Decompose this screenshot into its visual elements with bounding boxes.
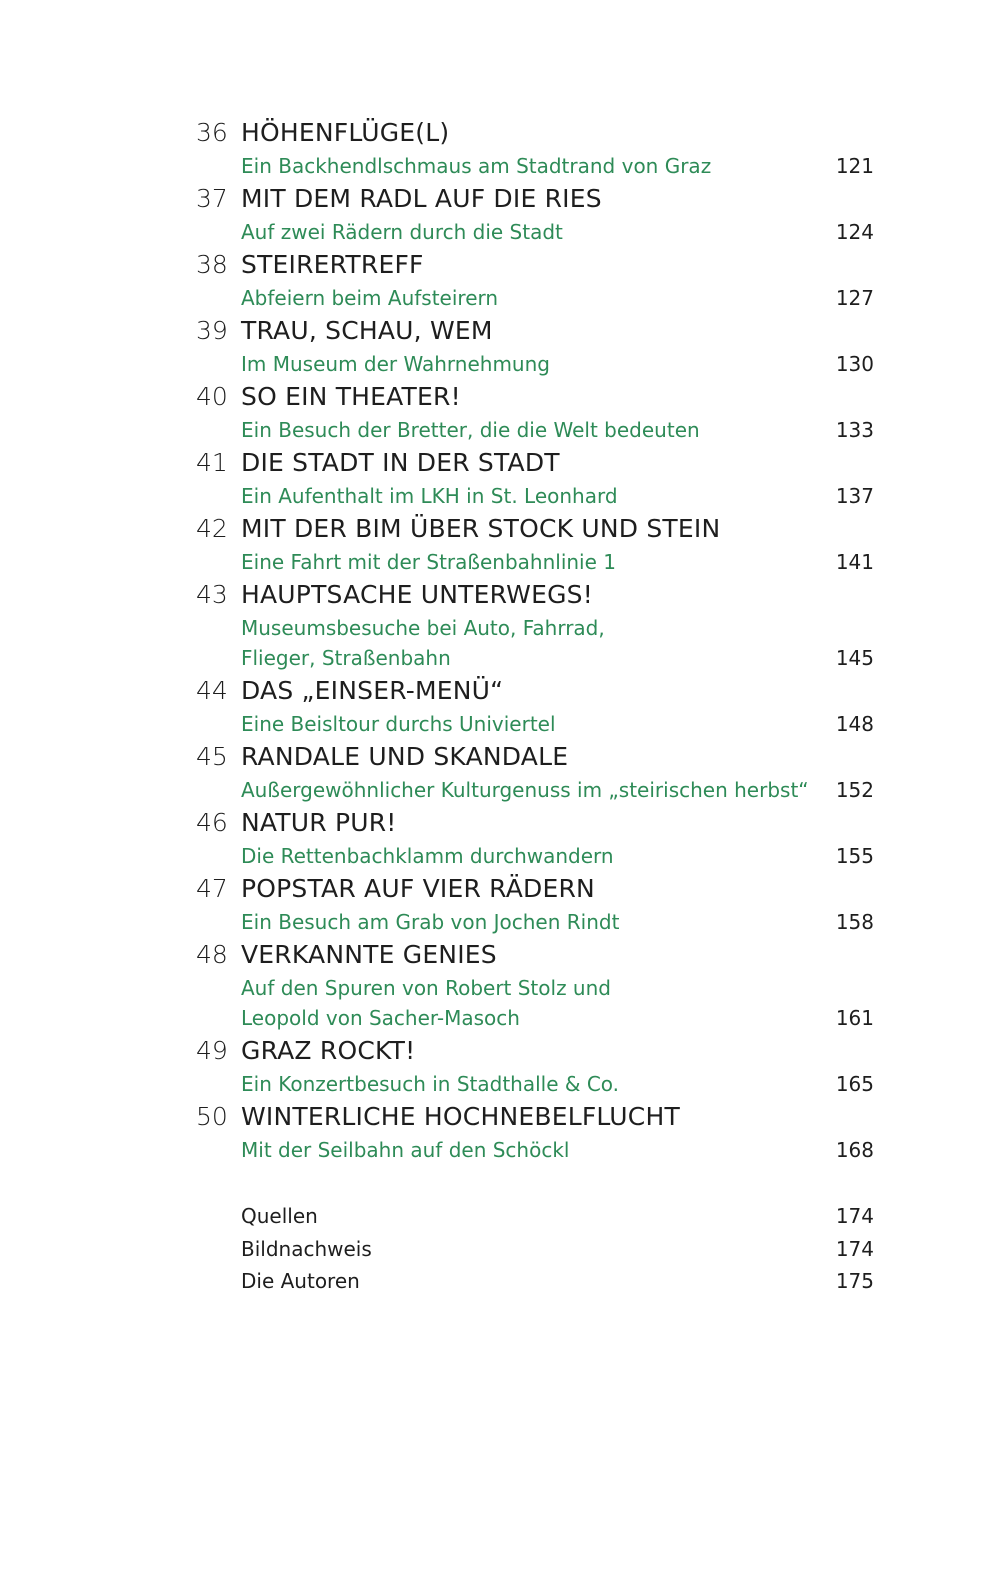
toc-entry-heading bbox=[0, 1099, 1000, 1135]
chapter-number: 43 bbox=[196, 580, 228, 609]
toc-entry-body bbox=[0, 1069, 1000, 1099]
toc-entry-heading bbox=[0, 379, 1000, 415]
toc-entry[interactable] bbox=[0, 115, 1000, 181]
chapter-subtitle bbox=[241, 349, 801, 379]
chapter-subtitle bbox=[241, 547, 801, 577]
toc-entry-body bbox=[0, 775, 1000, 805]
toc-entry-body bbox=[0, 151, 1000, 181]
page-number: 127 bbox=[835, 286, 874, 310]
chapter-title: RANDALE UND SKANDALE bbox=[241, 742, 569, 771]
chapter-subtitle bbox=[241, 907, 801, 937]
toc-entry-body bbox=[0, 613, 1000, 673]
toc-entry-heading bbox=[0, 511, 1000, 547]
chapter-title: HAUPTSACHE UNTERWEGS! bbox=[241, 580, 593, 609]
page-number: 148 bbox=[835, 712, 874, 736]
table-of-contents bbox=[0, 115, 1000, 1165]
chapter-title: MIT DEM RADL AUF DIE RIES bbox=[241, 184, 602, 213]
chapter-subtitle bbox=[241, 1135, 801, 1165]
chapter-subtitle-line: Ein Besuch der Bretter, die die Welt bedeuten bbox=[241, 418, 700, 442]
chapter-number: 36 bbox=[196, 118, 228, 147]
chapter-subtitle-line: Eine Fahrt mit der Straßenbahnlinie 1 bbox=[241, 550, 616, 574]
chapter-subtitle-line: Eine Beisltour durchs Univiertel bbox=[241, 712, 556, 736]
chapter-subtitle-line: Auf den Spuren von Robert Stolz und bbox=[241, 976, 611, 1000]
chapter-number: 39 bbox=[196, 316, 228, 345]
appendix-label: Bildnachweis bbox=[241, 1236, 372, 1261]
chapter-number: 44 bbox=[196, 676, 228, 705]
page-number: 121 bbox=[835, 154, 874, 178]
chapter-subtitle-line: Im Museum der Wahrnehmung bbox=[241, 352, 550, 376]
page-number: 137 bbox=[835, 484, 874, 508]
chapter-subtitle bbox=[241, 613, 801, 673]
chapter-subtitle bbox=[241, 841, 801, 871]
chapter-subtitle-line: Abfeiern beim Aufsteirern bbox=[241, 286, 499, 310]
toc-entry-heading bbox=[0, 247, 1000, 283]
toc-entry-body bbox=[0, 973, 1000, 1033]
chapter-number: 37 bbox=[196, 184, 228, 213]
chapter-title: SO EIN THEATER! bbox=[241, 382, 461, 411]
toc-entry-heading bbox=[0, 1033, 1000, 1069]
chapter-subtitle bbox=[241, 481, 801, 511]
toc-entry-body bbox=[0, 907, 1000, 937]
chapter-subtitle bbox=[241, 973, 801, 1033]
chapter-number: 41 bbox=[196, 448, 228, 477]
page-number: 174 bbox=[835, 1204, 874, 1228]
toc-entry-heading bbox=[0, 937, 1000, 973]
toc-entry-body bbox=[0, 415, 1000, 445]
toc-entry[interactable] bbox=[0, 937, 1000, 1033]
chapter-subtitle bbox=[241, 217, 801, 247]
toc-entry[interactable] bbox=[0, 511, 1000, 577]
toc-entry-heading bbox=[0, 871, 1000, 907]
page-number: 155 bbox=[835, 844, 874, 868]
chapter-subtitle-line: Die Rettenbachklamm durchwandern bbox=[241, 844, 614, 868]
chapter-subtitle bbox=[241, 1069, 801, 1099]
toc-entry-heading bbox=[0, 577, 1000, 613]
page-number: 161 bbox=[835, 1006, 874, 1030]
toc-entry[interactable] bbox=[0, 379, 1000, 445]
toc-entry-body bbox=[0, 481, 1000, 511]
appendix-item[interactable] bbox=[0, 1233, 1000, 1266]
toc-entry-heading bbox=[0, 313, 1000, 349]
chapter-subtitle bbox=[241, 151, 801, 181]
chapter-subtitle-line: Ein Aufenthalt im LKH in St. Leonhard bbox=[241, 484, 618, 508]
toc-entry-heading bbox=[0, 739, 1000, 775]
chapter-title: GRAZ ROCKT! bbox=[241, 1036, 416, 1065]
chapter-title: HÖHENFLÜGE(L) bbox=[241, 118, 450, 147]
page-number: 130 bbox=[835, 352, 874, 376]
chapter-subtitle bbox=[241, 775, 809, 805]
toc-entry[interactable] bbox=[0, 673, 1000, 739]
chapter-subtitle bbox=[241, 283, 801, 313]
chapter-number: 40 bbox=[196, 382, 228, 411]
chapter-subtitle-line: Ein Besuch am Grab von Jochen Rindt bbox=[241, 910, 620, 934]
chapter-subtitle-line: Auf zwei Rädern durch die Stadt bbox=[241, 220, 563, 244]
toc-entry[interactable] bbox=[0, 805, 1000, 871]
toc-entry-body bbox=[0, 709, 1000, 739]
page-number: 165 bbox=[835, 1072, 874, 1096]
chapter-subtitle-line: Ein Konzertbesuch in Stadthalle & Co. bbox=[241, 1072, 620, 1096]
chapter-title: DAS „EINSER-MENÜ“ bbox=[241, 676, 504, 705]
toc-entry-heading bbox=[0, 181, 1000, 217]
chapter-number: 48 bbox=[196, 940, 228, 969]
page-number: 174 bbox=[835, 1236, 874, 1261]
toc-entry[interactable] bbox=[0, 577, 1000, 673]
appendix-list bbox=[0, 1200, 1000, 1298]
chapter-subtitle-line: Leopold von Sacher-Masoch bbox=[241, 1006, 520, 1030]
page-number: 124 bbox=[835, 220, 874, 244]
page-number: 145 bbox=[835, 646, 874, 670]
toc-entry-body bbox=[0, 841, 1000, 871]
toc-entry-body bbox=[0, 283, 1000, 313]
toc-entry[interactable] bbox=[0, 1033, 1000, 1099]
toc-entry[interactable] bbox=[0, 1099, 1000, 1165]
page-number: 158 bbox=[835, 910, 874, 934]
chapter-number: 46 bbox=[196, 808, 228, 837]
chapter-title: VERKANNTE GENIES bbox=[241, 940, 497, 969]
chapter-title: WINTERLICHE HOCHNEBELFLUCHT bbox=[241, 1102, 680, 1131]
page-number: 133 bbox=[835, 418, 874, 442]
toc-entry[interactable] bbox=[0, 871, 1000, 937]
chapter-number: 47 bbox=[196, 874, 228, 903]
toc-entry[interactable] bbox=[0, 313, 1000, 379]
toc-entry-heading bbox=[0, 673, 1000, 709]
chapter-subtitle-line: Ein Backhendlschmaus am Stadtrand von Graz bbox=[241, 154, 712, 178]
chapter-title: MIT DER BIM ÜBER STOCK UND STEIN bbox=[241, 514, 721, 543]
chapter-number: 42 bbox=[196, 514, 228, 543]
chapter-subtitle bbox=[241, 709, 801, 739]
toc-entry[interactable] bbox=[0, 247, 1000, 313]
page-number: 168 bbox=[835, 1138, 874, 1162]
chapter-title: POPSTAR AUF VIER RÄDERN bbox=[241, 874, 595, 903]
page-number: 141 bbox=[835, 550, 874, 574]
chapter-number: 45 bbox=[196, 742, 228, 771]
toc-entry-heading bbox=[0, 805, 1000, 841]
toc-entry-body bbox=[0, 217, 1000, 247]
toc-entry[interactable] bbox=[0, 739, 1000, 805]
chapter-number: 38 bbox=[196, 250, 228, 279]
chapter-title: TRAU, SCHAU, WEM bbox=[241, 316, 493, 345]
chapter-number: 50 bbox=[196, 1102, 228, 1131]
toc-entry-body bbox=[0, 547, 1000, 577]
chapter-subtitle-line: Mit der Seilbahn auf den Schöckl bbox=[241, 1138, 570, 1162]
toc-entry[interactable] bbox=[0, 445, 1000, 511]
appendix-label: Die Autoren bbox=[241, 1269, 360, 1293]
chapter-subtitle-line: Flieger, Straßenbahn bbox=[241, 646, 451, 670]
chapter-title: STEIRERTREFF bbox=[241, 250, 424, 279]
chapter-title: NATUR PUR! bbox=[241, 808, 397, 837]
appendix-item[interactable] bbox=[0, 1265, 1000, 1298]
toc-entry[interactable] bbox=[0, 181, 1000, 247]
chapter-subtitle bbox=[241, 415, 801, 445]
toc-entry-body bbox=[0, 1135, 1000, 1165]
chapter-number: 49 bbox=[196, 1036, 228, 1065]
chapter-subtitle-line: Außergewöhnlicher Kulturgenuss im „steirischen herbst“ bbox=[241, 778, 809, 802]
page-number: 152 bbox=[835, 778, 874, 802]
page-number: 175 bbox=[835, 1269, 874, 1293]
toc-entry-heading bbox=[0, 115, 1000, 151]
toc-entry-heading bbox=[0, 445, 1000, 481]
toc-entry-body bbox=[0, 349, 1000, 379]
appendix-item[interactable] bbox=[0, 1200, 1000, 1233]
chapter-subtitle-line: Museumsbesuche bei Auto, Fahrrad, bbox=[241, 616, 605, 640]
chapter-title: DIE STADT IN DER STADT bbox=[241, 448, 560, 477]
appendix-label: Quellen bbox=[241, 1204, 318, 1228]
